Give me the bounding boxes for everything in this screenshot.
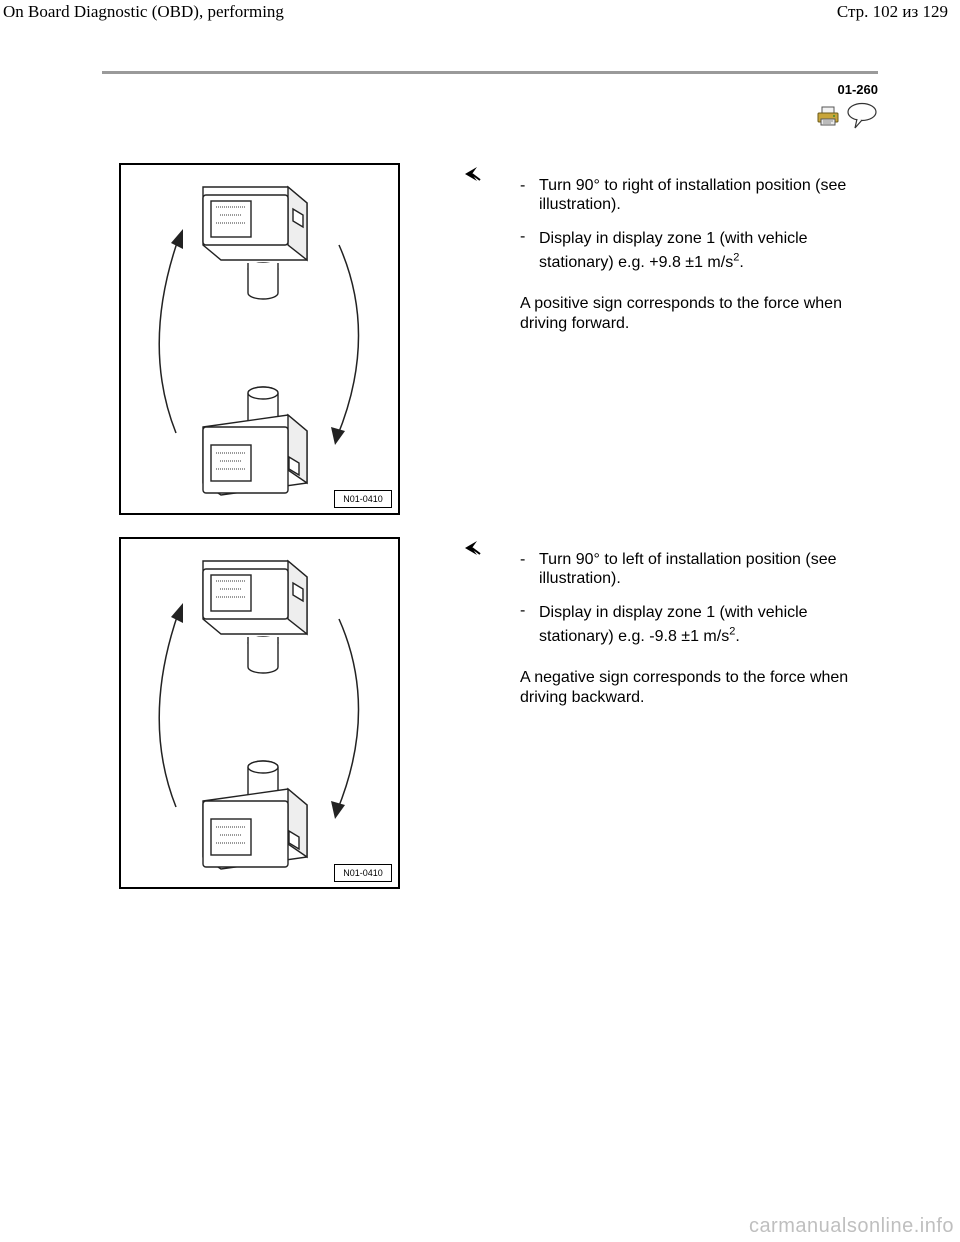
note-negative-sign: A negative sign corresponds to the force when driving backward. [520, 669, 849, 706]
superscript: 2 [729, 625, 736, 638]
figure-label: N01-0410 [334, 864, 392, 882]
step-text: Turn 90° to left of installation position (see illustration). [539, 551, 837, 587]
step-dash: - [520, 551, 526, 568]
header-divider [102, 71, 878, 74]
illustration-turn-right [119, 163, 400, 515]
arrow-pointer-icon [463, 166, 481, 182]
watermark: carmanualsonline.info [748, 1215, 954, 1237]
figure-label: N01-0410 [334, 490, 392, 508]
step-text [539, 601, 859, 649]
step-text-main: Display in display zone 1 (with vehicle stationary) e.g. -9.8 ±1 m/s [539, 604, 808, 645]
printer-icon[interactable] [817, 105, 839, 127]
illustration-turn-left [119, 537, 400, 889]
superscript: 2 [733, 251, 740, 264]
step-text-main: Display in display zone 1 (with vehicle stationary) e.g. +9.8 ±1 m/s [539, 230, 808, 271]
step-dash: - [520, 177, 526, 194]
step-text-tail: . [739, 254, 744, 271]
sensor-rotation-drawing [121, 539, 398, 887]
step-text [539, 227, 859, 275]
step-dash: - [520, 602, 526, 619]
page-counter: Стр. 102 из 129 [836, 2, 948, 21]
arrow-pointer-icon [463, 540, 481, 556]
document-title: On Board Diagnostic (OBD), performing [3, 2, 284, 21]
page-code: 01-260 [837, 82, 878, 97]
step-text-tail: . [735, 628, 740, 645]
speech-bubble-icon[interactable] [846, 102, 878, 130]
step-dash: - [520, 228, 526, 245]
note-positive-sign: A positive sign corresponds to the force when driving forward. [520, 295, 842, 332]
step-text: Turn 90° to right of installation position (see illustration). [539, 177, 847, 213]
sensor-rotation-drawing [121, 165, 398, 513]
